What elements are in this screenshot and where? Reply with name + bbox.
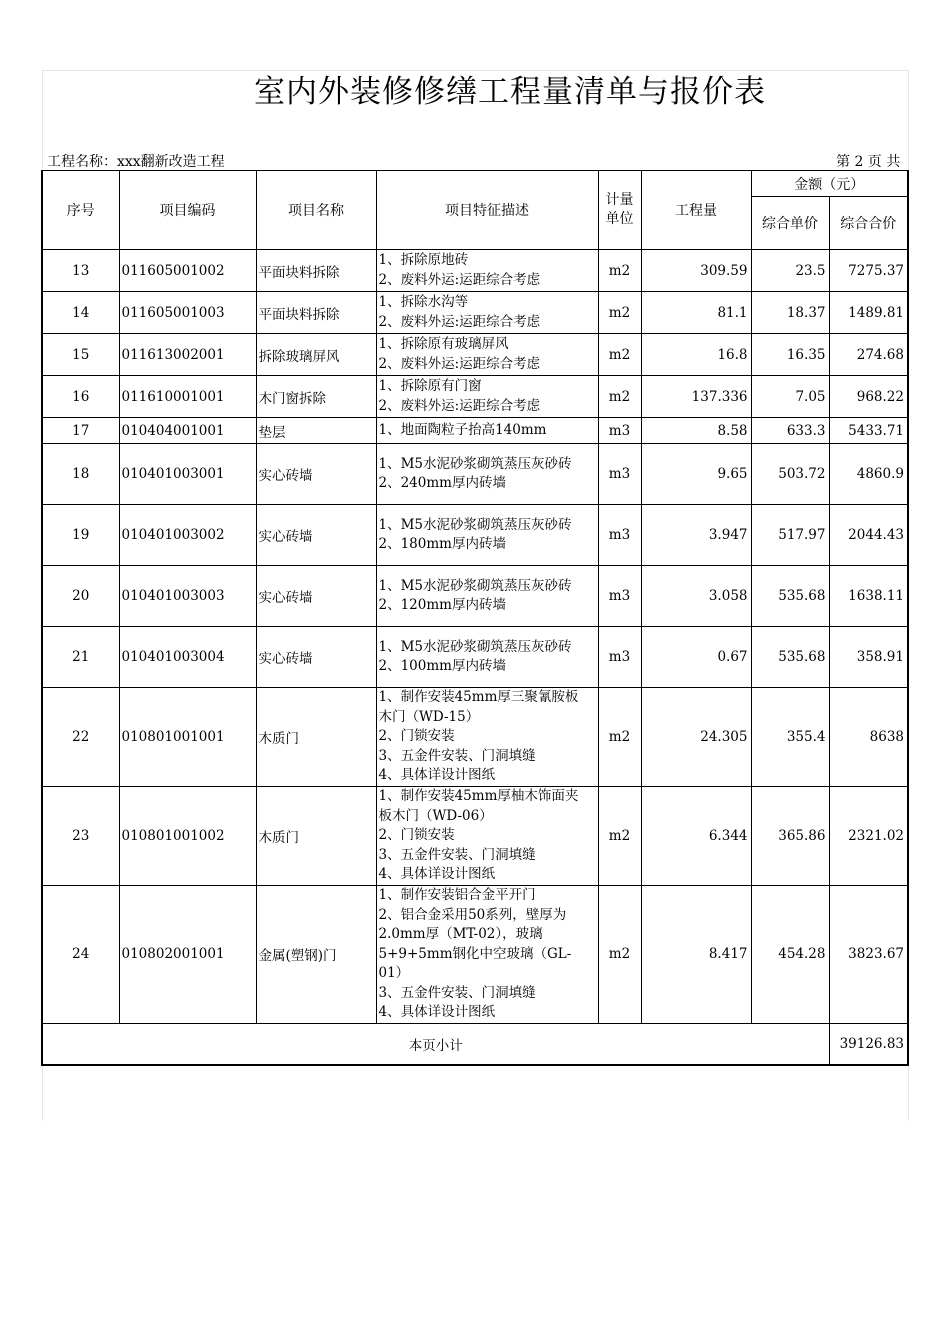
desc-line: 1、制作安装铝合金平开门 [378, 887, 536, 903]
cell-total: 968.22 [829, 376, 908, 418]
cell-name: 拆除玻璃屏风 [256, 334, 376, 376]
cell-unit: m2 [598, 688, 641, 787]
desc-line: 1、拆除原有玻璃屏风 [378, 336, 509, 352]
cell-name: 金属(塑钢)门 [256, 886, 376, 1024]
desc-line: 3、五金件安装、门洞填缝 [378, 747, 536, 764]
desc-line: 板木门（WD-06） [378, 807, 493, 824]
desc-line: 2、废料外运:运距综合考虑 [378, 355, 541, 372]
cell-unit-price: 517.97 [751, 505, 829, 566]
desc-line: 1、拆除水沟等 [378, 294, 469, 310]
table-row [42, 376, 908, 418]
cell-name: 平面块料拆除 [256, 250, 376, 292]
cell-unit-price: 18.37 [751, 292, 829, 334]
desc-line: 3、五金件安装、门洞填缝 [378, 846, 536, 863]
cell-desc [376, 376, 598, 418]
cell-code: 010401003001 [119, 444, 256, 505]
page-number: 第 2 页 共 [836, 154, 901, 170]
cell-desc [376, 886, 598, 1024]
table-row [42, 505, 908, 566]
project-name: 工程名称：xxx翻新改造工程 [47, 154, 225, 170]
table-row [42, 418, 908, 444]
cell-desc [376, 505, 598, 566]
cell-seq: 18 [42, 444, 119, 505]
desc-line: 2、废料外运:运距综合考虑 [378, 313, 541, 330]
cell-total: 5433.71 [829, 418, 908, 444]
cell-seq: 16 [42, 376, 119, 418]
desc-line: 木门（WD-15） [378, 708, 480, 725]
desc-line: 4、具体详设计图纸 [378, 767, 496, 784]
table-row [42, 627, 908, 688]
cell-code: 011605001003 [119, 292, 256, 334]
cell-name: 实心砖墙 [256, 627, 376, 688]
cell-qty: 3.058 [641, 566, 751, 627]
cell-unit-price: 7.05 [751, 376, 829, 418]
cell-unit: m3 [598, 444, 641, 505]
desc-line: 1、制作安装45mm厚三聚氰胺板 [378, 689, 579, 706]
desc-line: 2、100mm厚内砖墙 [378, 658, 506, 674]
header-name: 项目名称 [256, 171, 376, 250]
cell-code: 010401003003 [119, 566, 256, 627]
cell-code: 010802001001 [119, 886, 256, 1024]
subtotal-row [42, 1023, 908, 1065]
subtotal-label: 本页小计 [42, 1023, 829, 1065]
desc-line: 2、门锁安装 [378, 827, 455, 844]
cell-unit-price: 365.86 [751, 787, 829, 886]
cell-unit: m3 [598, 566, 641, 627]
cell-code: 010404001001 [119, 418, 256, 444]
cell-unit: m2 [598, 334, 641, 376]
desc-line: 2.0mm厚（MT-02），玻璃 [378, 926, 543, 942]
cell-total: 8638 [829, 688, 908, 787]
cell-seq: 22 [42, 688, 119, 787]
cell-unit: m3 [598, 505, 641, 566]
cell-seq: 19 [42, 505, 119, 566]
cell-unit-price: 633.3 [751, 418, 829, 444]
header-unit: 计量单位 [598, 171, 641, 250]
cell-seq: 21 [42, 627, 119, 688]
cell-total: 7275.37 [829, 250, 908, 292]
cell-code: 011613002001 [119, 334, 256, 376]
table-row [42, 566, 908, 627]
cell-seq: 20 [42, 566, 119, 627]
cell-desc [376, 292, 598, 334]
cell-seq: 15 [42, 334, 119, 376]
cell-seq: 14 [42, 292, 119, 334]
cell-code: 010401003002 [119, 505, 256, 566]
cell-qty: 137.336 [641, 376, 751, 418]
cell-total: 2321.02 [829, 787, 908, 886]
cell-desc [376, 444, 598, 505]
desc-line: 1、拆除原地砖 [378, 252, 469, 268]
cell-code: 010801001001 [119, 688, 256, 787]
cell-code: 011610001001 [119, 376, 256, 418]
desc-line: 4、具体详设计图纸 [378, 866, 496, 883]
cell-desc [376, 418, 598, 444]
desc-line: 1、M5水泥砂浆砌筑蒸压灰砂砖 [378, 455, 572, 472]
table-row [42, 250, 908, 292]
page-title: 室内外装修修缮工程量清单与报价表 [254, 74, 766, 110]
desc-line: 5+9+5mm钢化中空玻璃（GL- [378, 945, 572, 962]
cell-name: 木质门 [256, 787, 376, 886]
cell-code: 011605001002 [119, 250, 256, 292]
cell-qty: 8.417 [641, 886, 751, 1024]
table-row [42, 787, 908, 886]
desc-line: 1、地面陶粒子抬高140mm [378, 421, 547, 438]
cell-unit: m3 [598, 418, 641, 444]
cell-desc [376, 688, 598, 787]
cell-desc [376, 627, 598, 688]
cell-unit-price: 355.4 [751, 688, 829, 787]
cell-qty: 9.65 [641, 444, 751, 505]
cell-desc [376, 334, 598, 376]
desc-line: 2、铝合金采用50系列，壁厚为 [378, 906, 567, 923]
cell-unit: m2 [598, 376, 641, 418]
cell-name: 木质门 [256, 688, 376, 787]
bill-table [41, 170, 909, 1066]
cell-total: 3823.67 [829, 886, 908, 1024]
cell-name: 垫层 [256, 418, 376, 444]
cell-total: 274.68 [829, 334, 908, 376]
cell-seq: 17 [42, 418, 119, 444]
cell-total: 358.91 [829, 627, 908, 688]
cell-seq: 13 [42, 250, 119, 292]
cell-total: 2044.43 [829, 505, 908, 566]
cell-name: 实心砖墙 [256, 505, 376, 566]
cell-desc [376, 787, 598, 886]
table-row [42, 292, 908, 334]
cell-name: 木门窗拆除 [256, 376, 376, 418]
desc-line: 2、120mm厚内砖墙 [378, 597, 506, 613]
cell-unit: m3 [598, 627, 641, 688]
cell-unit-price: 23.5 [751, 250, 829, 292]
cell-unit-price: 16.35 [751, 334, 829, 376]
cell-unit-price: 454.28 [751, 886, 829, 1024]
table-row [42, 334, 908, 376]
header-seq: 序号 [42, 171, 119, 250]
header-desc: 项目特征描述 [376, 171, 598, 250]
table-row [42, 886, 908, 1024]
desc-line: 1、M5水泥砂浆砌筑蒸压灰砂砖 [378, 577, 572, 594]
desc-line: 01） [378, 965, 410, 981]
desc-line: 2、240mm厚内砖墙 [378, 475, 506, 491]
cell-unit: m2 [598, 292, 641, 334]
cell-qty: 24.305 [641, 688, 751, 787]
cell-name: 实心砖墙 [256, 566, 376, 627]
table-row [42, 688, 908, 787]
desc-line: 1、制作安装45mm厚柚木饰面夹 [378, 788, 579, 805]
header-total: 综合合价 [829, 197, 908, 250]
desc-line: 2、废料外运:运距综合考虑 [378, 271, 541, 288]
cell-qty: 6.344 [641, 787, 751, 886]
cell-code: 010401003004 [119, 627, 256, 688]
header-qty: 工程量 [641, 171, 751, 250]
desc-line: 4、具体详设计图纸 [378, 1004, 496, 1020]
cell-total: 1638.11 [829, 566, 908, 627]
cell-total: 1489.81 [829, 292, 908, 334]
cell-desc [376, 566, 598, 627]
cell-unit: m2 [598, 250, 641, 292]
cell-unit-price: 535.68 [751, 566, 829, 627]
desc-line: 3、五金件安装、门洞填缝 [378, 984, 536, 1001]
cell-unit-price: 503.72 [751, 444, 829, 505]
cell-unit-price: 535.68 [751, 627, 829, 688]
cell-seq: 23 [42, 787, 119, 886]
subtotal-value: 39126.83 [829, 1023, 908, 1065]
header-code: 项目编码 [119, 171, 256, 250]
cell-qty: 8.58 [641, 418, 751, 444]
cell-desc [376, 250, 598, 292]
cell-qty: 309.59 [641, 250, 751, 292]
desc-line: 1、M5水泥砂浆砌筑蒸压灰砂砖 [378, 638, 572, 655]
cell-seq: 24 [42, 886, 119, 1024]
cell-unit: m2 [598, 886, 641, 1024]
cell-name: 实心砖墙 [256, 444, 376, 505]
desc-line: 2、门锁安装 [378, 728, 455, 745]
header-unit-price: 综合单价 [751, 197, 829, 250]
cell-qty: 16.8 [641, 334, 751, 376]
cell-qty: 3.947 [641, 505, 751, 566]
header-amount: 金额（元） [751, 171, 908, 197]
table-row [42, 444, 908, 505]
cell-qty: 81.1 [641, 292, 751, 334]
cell-qty: 0.67 [641, 627, 751, 688]
cell-code: 010801001002 [119, 787, 256, 886]
cell-unit: m2 [598, 787, 641, 886]
desc-line: 2、废料外运:运距综合考虑 [378, 397, 541, 414]
cell-name: 平面块料拆除 [256, 292, 376, 334]
desc-line: 2、180mm厚内砖墙 [378, 536, 506, 552]
cell-total: 4860.9 [829, 444, 908, 505]
desc-line: 1、拆除原有门窗 [378, 378, 482, 394]
desc-line: 1、M5水泥砂浆砌筑蒸压灰砂砖 [378, 516, 572, 533]
